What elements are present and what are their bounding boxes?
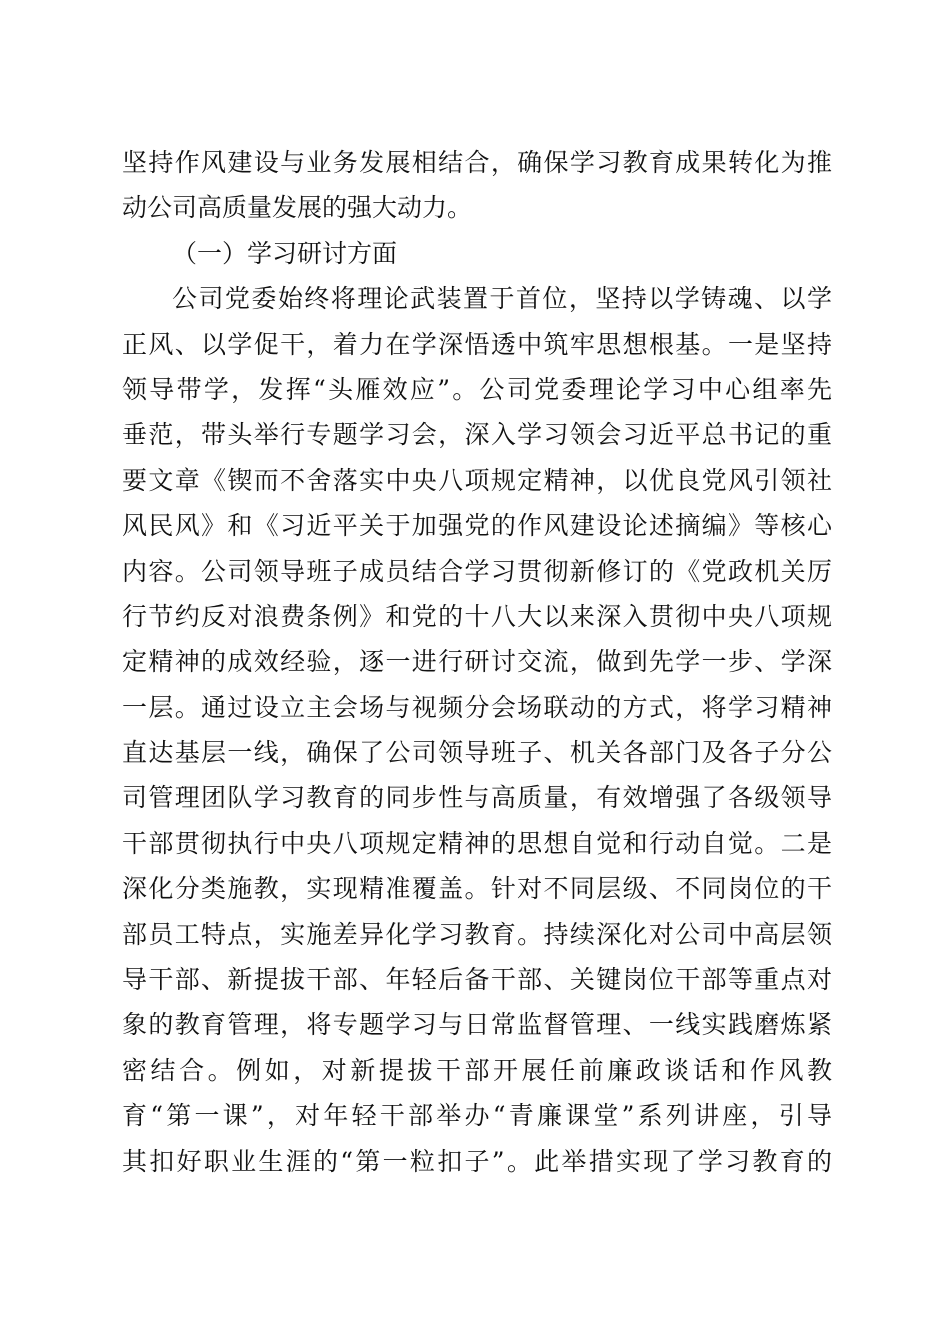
paragraph-line: 公司党委始终将理论武装置于首位，坚持以学铸魂、以学 — [172, 284, 832, 314]
paragraph-line: 动公司高质量发展的强大动力。 — [122, 193, 473, 223]
paragraph-line: 干部贯彻执行中央八项规定精神的思想自觉和行动自觉。二是 — [122, 828, 832, 858]
paragraph-line: 正风、以学促干，着力在学深悟透中筑牢思想根基。一是坚持 — [122, 329, 832, 359]
paragraph-line: 密结合。例如，对新提拔干部开展任前廉政谈话和作风教 — [122, 1055, 832, 1085]
paragraph-line: 深化分类施教，实现精准覆盖。针对不同层级、不同岗位的干 — [122, 874, 832, 904]
paragraph-line: 行节约反对浪费条例》和党的十八大以来深入贯彻中央八项规 — [122, 601, 832, 631]
paragraph-line: 象的教育管理，将专题学习与日常监督管理、一线实践磨炼紧 — [122, 1010, 832, 1040]
paragraph-line: 风民风》和《习近平关于加强党的作风建设论述摘编》等核心 — [122, 511, 832, 541]
paragraph-line: 坚持作风建设与业务发展相结合，确保学习教育成果转化为推 — [122, 148, 832, 177]
paragraph-line: 直达基层一线，确保了公司领导班子、机关各部门及各子分公 — [122, 738, 832, 768]
paragraph-line: 司管理团队学习教育的同步性与高质量，有效增强了各级领导 — [122, 783, 832, 813]
paragraph-line: 领导带学，发挥“头雁效应”。公司党委理论学习中心组率先 — [122, 374, 832, 404]
paragraph-line: 要文章《锲而不舍落实中央八项规定精神，以优良党风引领社 — [122, 465, 832, 495]
paragraph-line: 部员工特点，实施差异化学习教育。持续深化对公司中高层领 — [122, 919, 832, 949]
paragraph-line: 导干部、新提拔干部、年轻后备干部、关键岗位干部等重点对 — [122, 965, 832, 995]
section-heading: （一）学习研讨方面 — [172, 238, 398, 268]
paragraph-line: 定精神的成效经验，逐一进行研讨交流，做到先学一步、学深 — [122, 647, 832, 677]
paragraph-line: 一层。通过设立主会场与视频分会场联动的方式，将学习精神 — [122, 692, 832, 722]
paragraph-line: 内容。公司领导班子成员结合学习贯彻新修订的《党政机关厉 — [122, 556, 832, 586]
paragraph-line: 育“第一课”，对年轻干部举办“青廉课堂”系列讲座，引导 — [122, 1101, 832, 1131]
paragraph-line: 其扣好职业生涯的“第一粒扣子”。此举措实现了学习教育的 — [122, 1146, 832, 1176]
document-body — [122, 140, 832, 1184]
paragraph-line: 垂范，带头举行专题学习会，深入学习领会习近平总书记的重 — [122, 420, 832, 450]
